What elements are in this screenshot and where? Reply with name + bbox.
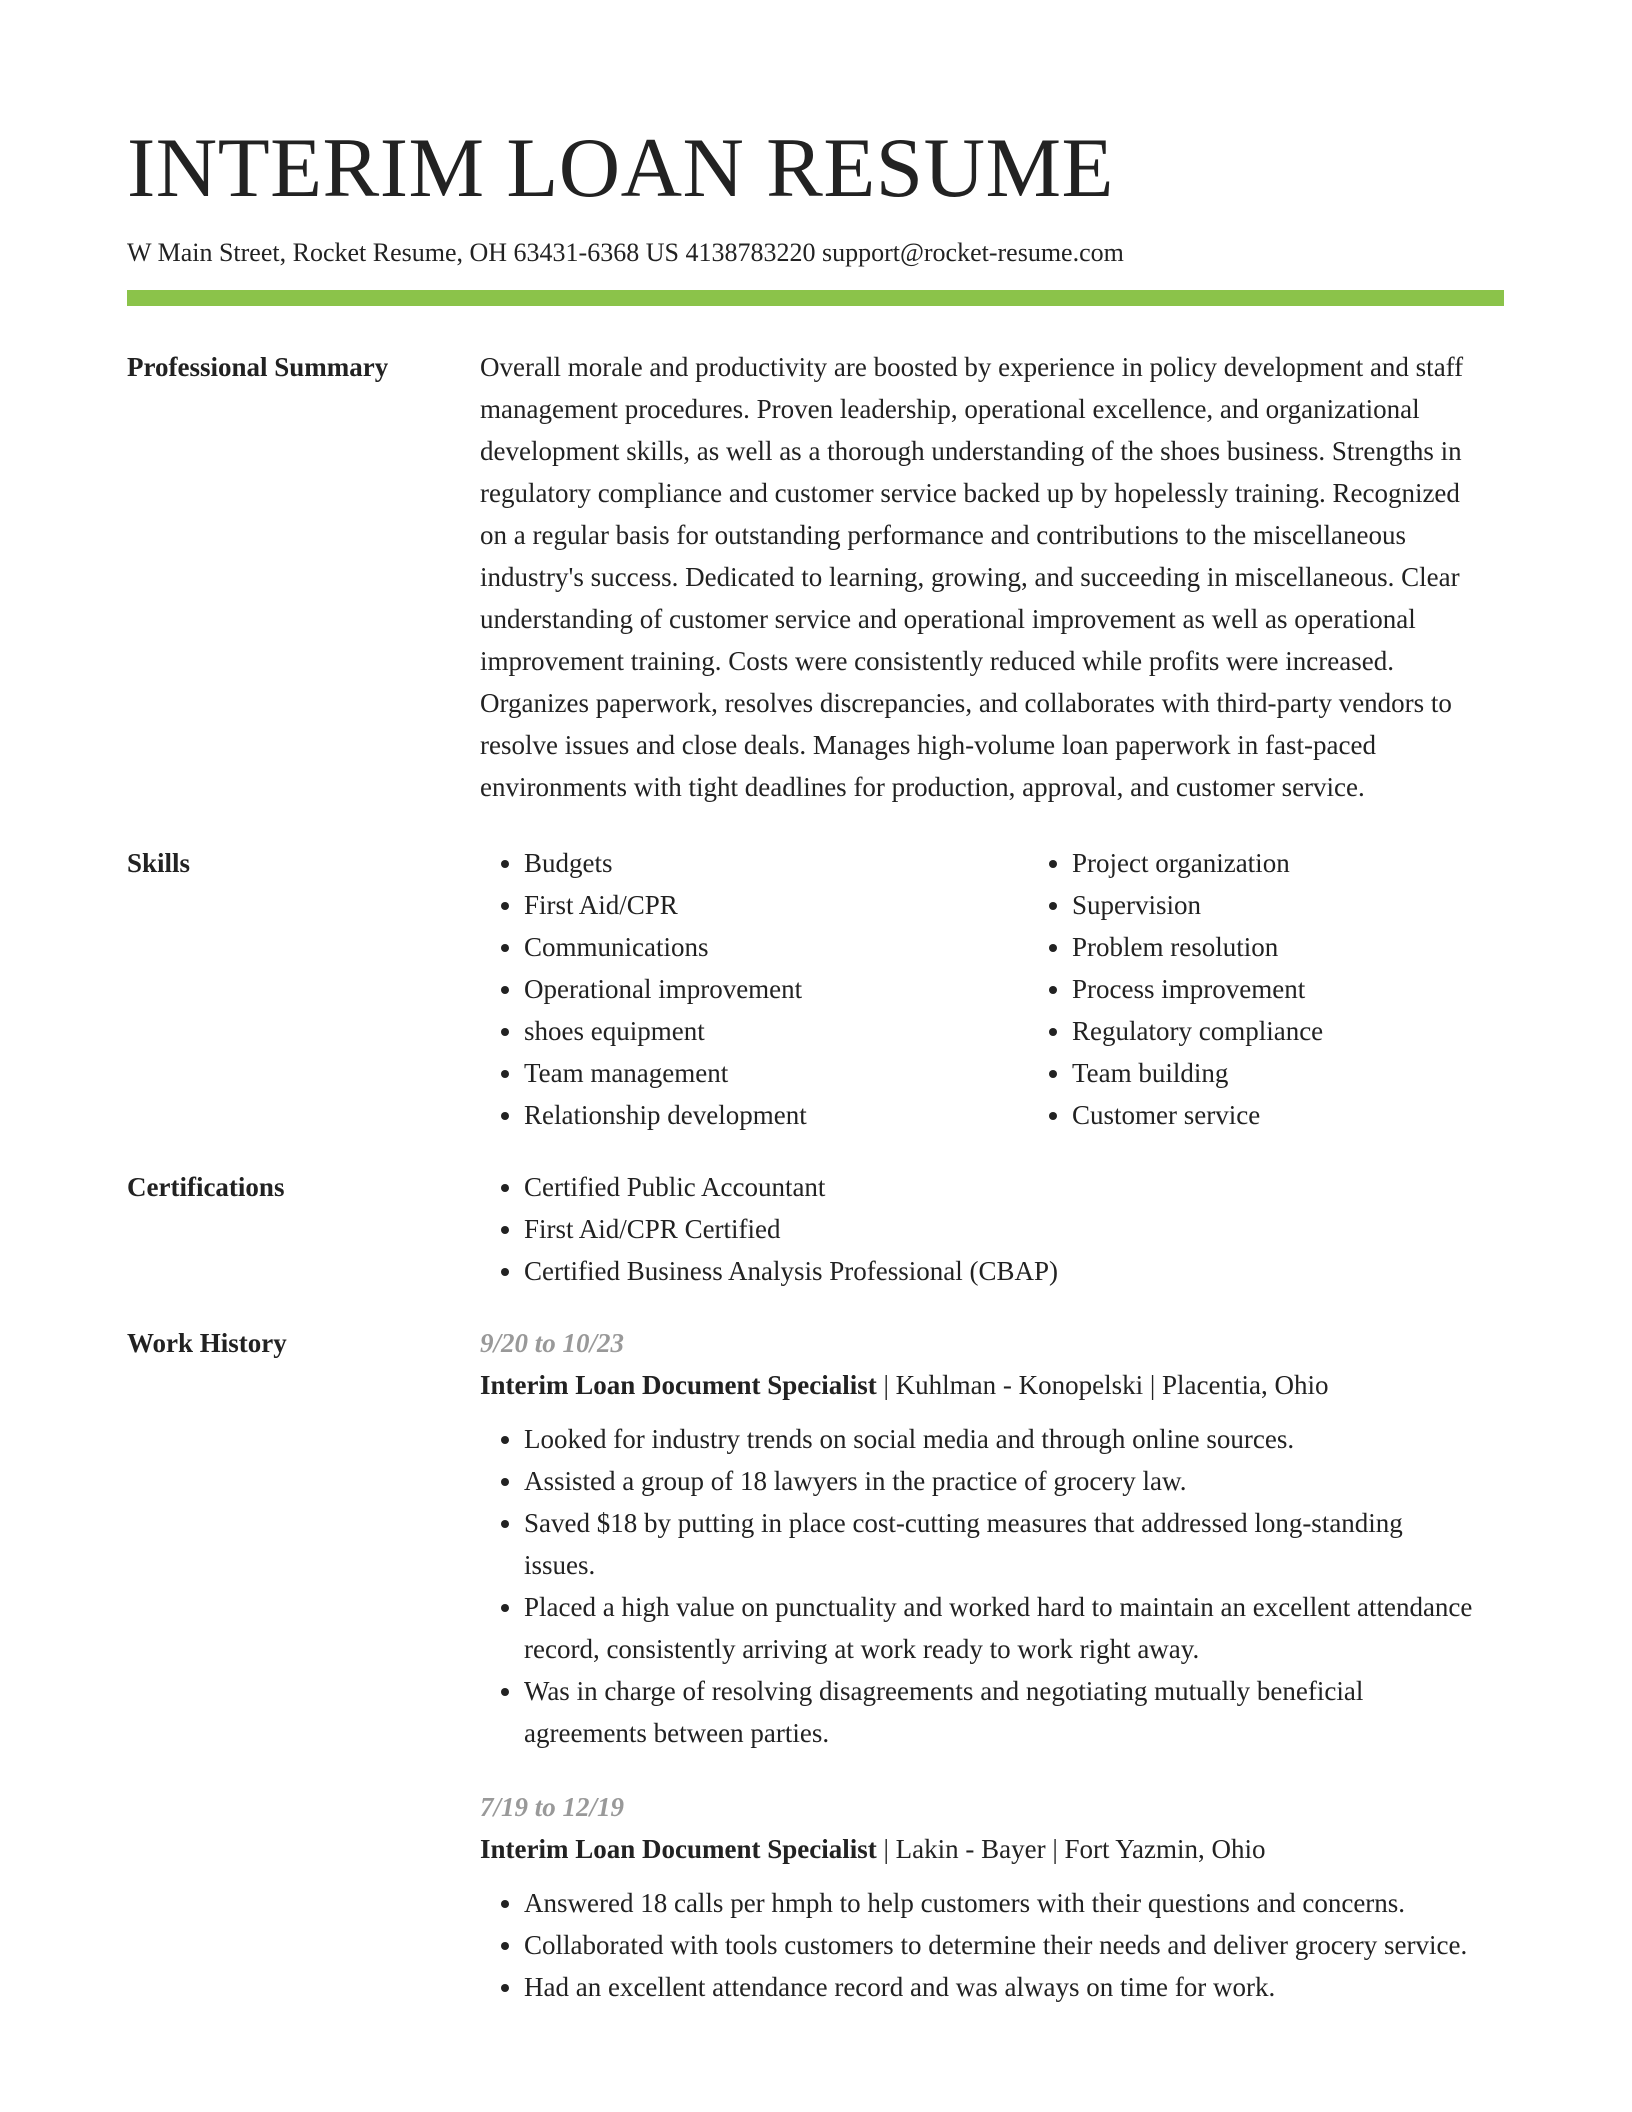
section-label: Certifications	[127, 1172, 285, 1202]
skill-item: • Budgets	[524, 842, 1028, 884]
skills-list-left	[480, 842, 1028, 1136]
job-entry	[480, 1786, 1504, 2008]
skill-item: • Problem resolution	[1072, 926, 1576, 968]
skills-section	[127, 842, 1504, 1136]
job-bullet: • Collaborated with tools customers to determine their needs and deliver grocery service.	[524, 1924, 1474, 1966]
job-heading	[480, 1364, 1504, 1406]
job-bullets	[480, 1418, 1504, 1754]
skill-item: • First Aid/CPR	[524, 884, 1028, 926]
job-dates: 7/19 to 12/19	[480, 1792, 625, 1822]
skills-list-right	[1028, 842, 1576, 1136]
resume-page	[127, 118, 1504, 2040]
skill-item: • Team building	[1072, 1052, 1576, 1094]
skill-item: • shoes equipment	[524, 1010, 1028, 1052]
accent-divider	[127, 290, 1504, 306]
job-entry	[480, 1322, 1504, 1754]
job-bullet: • Assisted a group of 18 lawyers in the practice of grocery law.	[524, 1460, 1474, 1502]
skill-item: • Relationship development	[524, 1094, 1028, 1136]
job-bullet: • Saved $18 by putting in place cost-cutting measures that addressed long-standing issues.	[524, 1502, 1474, 1586]
section-label: Professional Summary	[127, 352, 389, 382]
summary-section	[127, 346, 1504, 808]
section-label: Skills	[127, 848, 191, 878]
summary-text: Overall morale and productivity are boosted by experience in policy development and staff management procedures. Proven leadership, operational excellence, and organizational development skills, as well as a thorough understanding of the shoes business. Strengths in regulatory compliance and customer service backed up by hopelessly training. Recognized on a regular basis for outstanding performance and contributions to the miscellaneous industry's success. Dedicated to learning, growing, and succeeding in miscellaneous. Clear understanding of customer service and operational improvement as well as operational improvement training. Costs were consistently reduced while profits were increased. Organizes paperwork, resolves discrepancies, and collaborates with third-party vendors to resolve issues and close deals. Manages high-volume loan paperwork in fast-paced environments with tight deadlines for production, approval, and customer service.	[480, 352, 1464, 802]
skill-item: • Supervision	[1072, 884, 1576, 926]
job-bullets	[480, 1882, 1504, 2008]
skill-item: • Process improvement	[1072, 968, 1576, 1010]
job-bullet: • Was in charge of resolving disagreements and negotiating mutually beneficial agreements between parties.	[524, 1670, 1474, 1754]
job-bullet: • Looked for industry trends on social media and through online sources.	[524, 1418, 1474, 1460]
skill-item: • Communications	[524, 926, 1028, 968]
certification-item: • First Aid/CPR Certified	[524, 1208, 1504, 1250]
skill-item: • Customer service	[1072, 1094, 1576, 1136]
section-label: Work History	[127, 1328, 287, 1358]
resume-title: INTERIM LOAN RESUME	[127, 121, 1114, 215]
work-history-section	[127, 1322, 1504, 2040]
job-company: | Kuhlman - Konopelski | Placentia, Ohio	[876, 1370, 1329, 1400]
certification-item: • Certified Public Accountant	[524, 1166, 1504, 1208]
job-bullet: • Had an excellent attendance record and was always on time for work.	[524, 1966, 1474, 2008]
certifications-section	[127, 1166, 1504, 1292]
job-heading	[480, 1828, 1504, 1870]
skill-item: • Team management	[524, 1052, 1028, 1094]
skill-item: • Project organization	[1072, 842, 1576, 884]
job-bullet: • Answered 18 calls per hmph to help customers with their questions and concerns.	[524, 1882, 1474, 1924]
job-bullet: • Placed a high value on punctuality and worked hard to maintain an excellent attendance record, consistently arriving at work ready to work right away.	[524, 1586, 1474, 1670]
skill-item: • Regulatory compliance	[1072, 1010, 1576, 1052]
job-dates: 9/20 to 10/23	[480, 1328, 625, 1358]
job-title: Interim Loan Document Specialist	[480, 1370, 877, 1400]
certification-item: • Certified Business Analysis Professional (CBAP)	[524, 1250, 1504, 1292]
job-company: | Lakin - Bayer | Fort Yazmin, Ohio	[876, 1834, 1266, 1864]
contact-line: W Main Street, Rocket Resume, OH 63431-6368 US 4138783220 support@rocket-resume.com	[127, 238, 1124, 267]
job-title: Interim Loan Document Specialist	[480, 1834, 877, 1864]
certifications-list	[480, 1166, 1504, 1292]
skill-item: • Operational improvement	[524, 968, 1028, 1010]
